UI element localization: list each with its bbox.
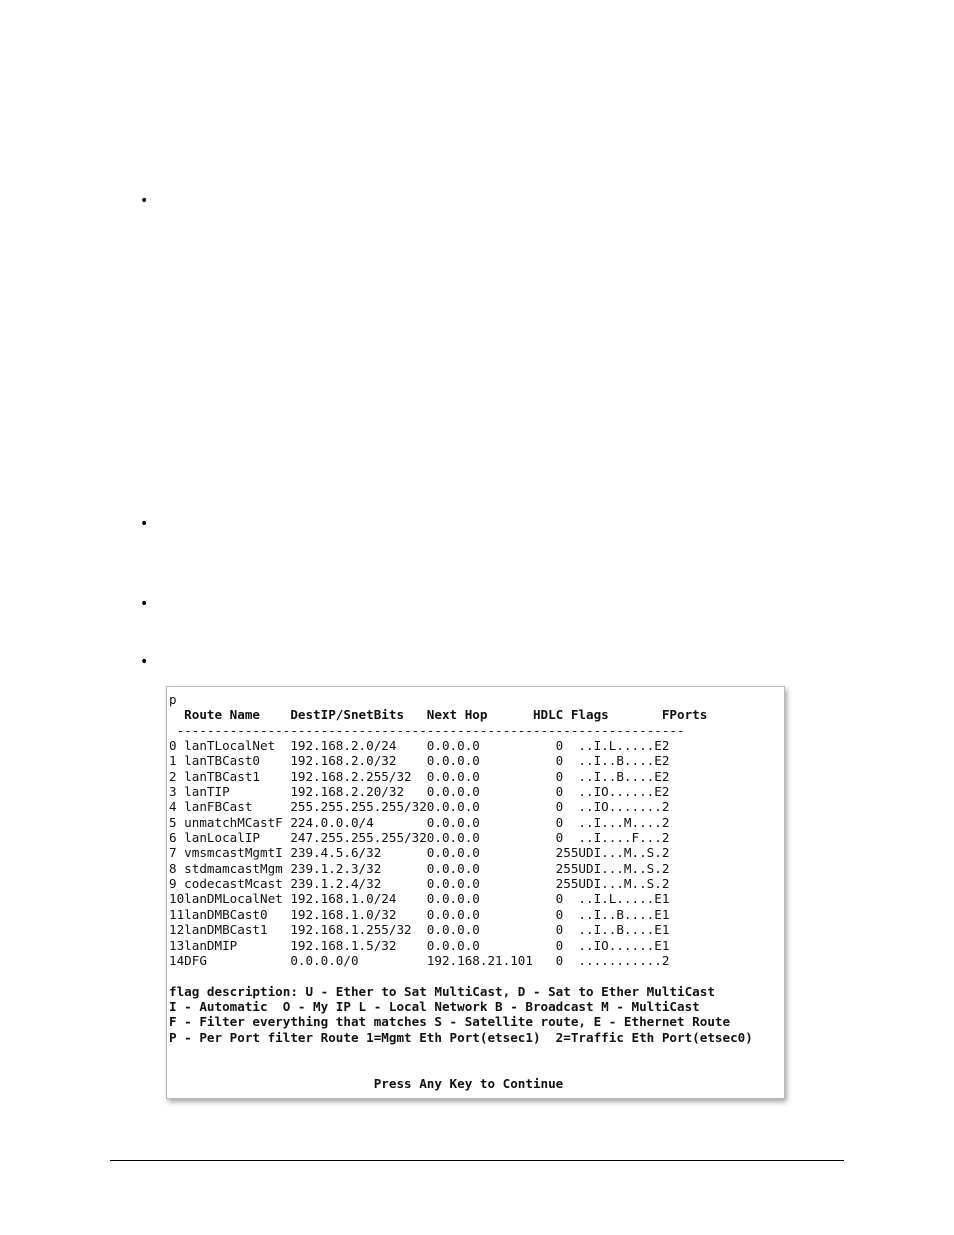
terminal-output <box>167 687 784 1091</box>
bullet-marker-1: • <box>140 193 149 209</box>
route-row: 6 lanLocalIP 247.255.255.255/320.0.0.0 0 ..I....F...2 <box>169 830 670 846</box>
bullet-marker-3: • <box>140 596 149 612</box>
route-table-header: Route Name DestIP/SnetBits Next Hop HDLC Flags FPorts <box>169 707 708 723</box>
flag-description-line: flag description: U - Ether to Sat MultiCast, D - Sat to Ether MultiCast <box>169 983 715 999</box>
flag-description-line: P - Per Port filter Route 1=Mgmt Eth Port(etsec1) 2=Traffic Eth Port(etsec0) <box>169 1029 753 1045</box>
route-row: 1 lanTBCast0 192.168.2.0/32 0.0.0.0 0 ..I..B....E2 <box>169 753 670 769</box>
terminal-prompt: p <box>169 692 177 707</box>
route-row: 3 lanTIP 192.168.2.20/32 0.0.0.0 0 ..IO......E2 <box>169 784 670 800</box>
footer-divider <box>110 1160 844 1161</box>
route-row: 7 vmsmcastMgmtI 239.4.5.6/32 0.0.0.0 255UDI...M..S.2 <box>169 845 670 861</box>
route-row: 13lanDMIP 192.168.1.5/32 0.0.0.0 0 ..IO......E1 <box>169 937 670 953</box>
route-row: 11lanDMBCast0 192.168.1.0/32 0.0.0.0 0 ..I..B....E1 <box>169 906 670 922</box>
route-row: 10lanDMLocalNet 192.168.1.0/24 0.0.0.0 0 ..I.L.....E1 <box>169 891 670 907</box>
flag-description-line: I - Automatic O - My IP L - Local Network B - Broadcast M - MultiCast <box>169 998 700 1014</box>
route-row: 4 lanFBCast 255.255.255.255/320.0.0.0 0 ..IO.......2 <box>169 799 670 815</box>
route-row: 0 lanTLocalNet 192.168.2.0/24 0.0.0.0 0 ..I.L.....E2 <box>169 738 670 754</box>
bullet-marker-4: • <box>140 654 149 670</box>
press-any-key-prompt: Press Any Key to Continue <box>169 1075 564 1091</box>
bullet-marker-2: • <box>140 516 149 532</box>
route-row: 8 stdmamcastMgm 239.1.2.3/32 0.0.0.0 255UDI...M..S.2 <box>169 860 670 876</box>
terminal-blank-line <box>169 968 784 983</box>
route-table-separator: ------------------------------------------------------------------- <box>169 722 685 738</box>
terminal-blank-line <box>169 1045 784 1060</box>
route-row: 2 lanTBCast1 192.168.2.255/32 0.0.0.0 0 ..I..B....E2 <box>169 768 670 784</box>
route-row: 9 codecastMcast 239.1.2.4/32 0.0.0.0 255UDI...M..S.2 <box>169 876 670 892</box>
flag-description-line: F - Filter everything that matches S - Satellite route, E - Ethernet Route <box>169 1014 731 1030</box>
terminal-blank-line <box>169 1060 784 1075</box>
terminal-screenshot <box>166 686 785 1099</box>
route-row: 12lanDMBCast1 192.168.1.255/32 0.0.0.0 0 ..I..B....E1 <box>169 922 670 938</box>
route-row: 14DFG 0.0.0.0/0 192.168.21.101 0 ...........2 <box>169 952 670 968</box>
route-row: 5 unmatchMCastF 224.0.0.0/4 0.0.0.0 0 ..I...M....2 <box>169 814 670 830</box>
